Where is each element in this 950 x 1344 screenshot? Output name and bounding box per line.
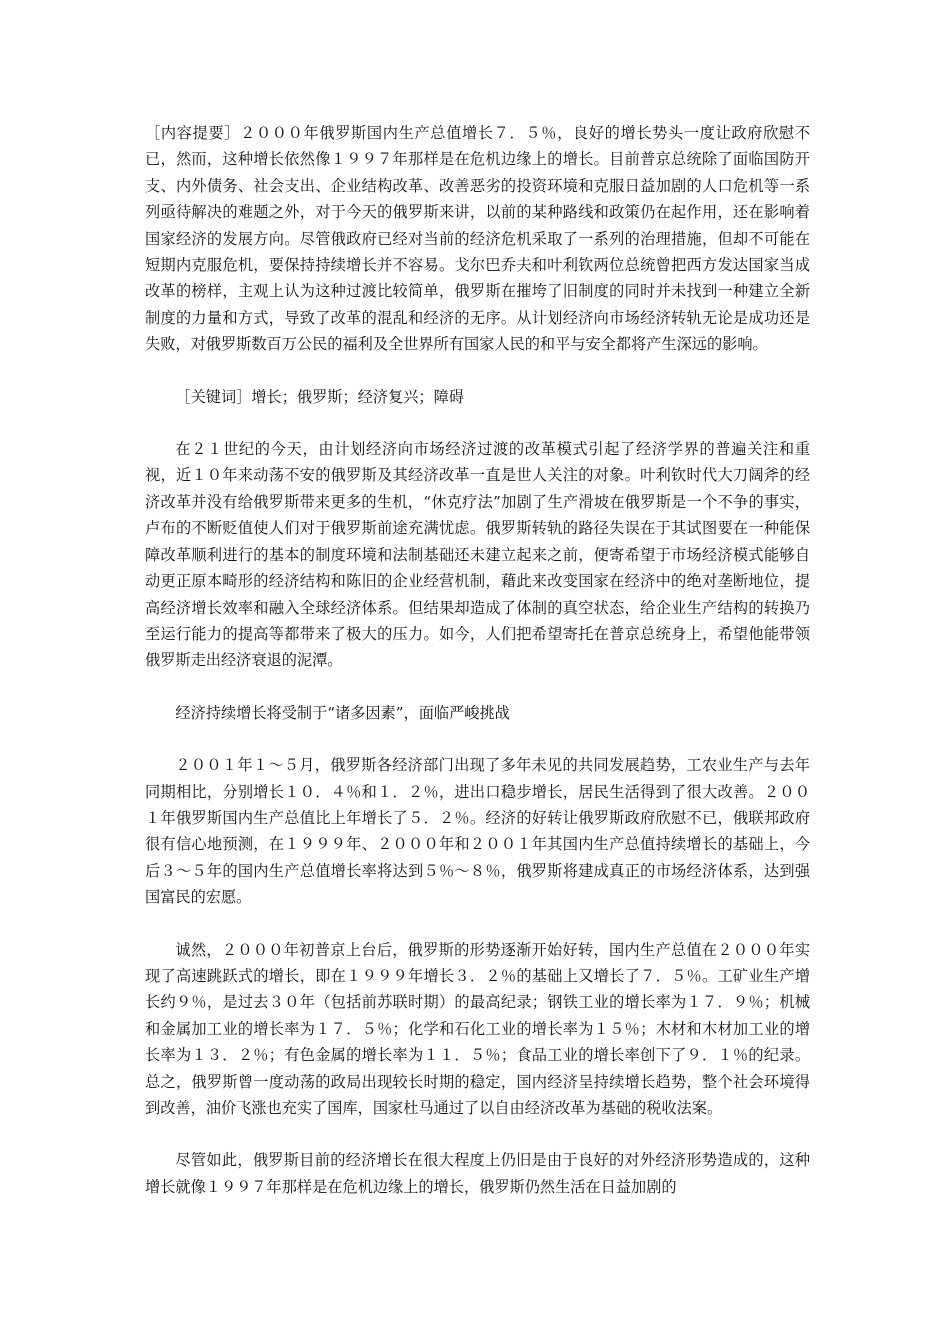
section-heading: 经济持续增长将受制于“诸多因素”，面临严峻挑战 xyxy=(175,703,510,722)
body-paragraph-1: 在２１世纪的今天，由计划经济向市场经济过渡的改革模式引起了经济学界的普遍关注和重视，近１０年来动荡不安的俄罗斯及其经济改革一直是世人关注的对象。叶利钦时代大刀阔斧的经济改革并没有给俄罗斯带来更多的生机，“休克疗法”加剧了生产滑坡在俄罗斯是一个不争的事实，卢布的不断贬值使人们对于俄罗斯前途充满忧虑。俄罗斯转轨的路径失误在于其试图要在一种能保障改革顺利进行的基本的制度环境和法制基础还未建立起来之前，便寄希望于市场经济模式能够自动更正原本畸形的经济结构和陈旧的企业经营机制，藉此来改变国家在经济中的绝对垄断地位，提高经济增长效率和融入全球经济体系。但结果却造成了体制的真空状态，给企业生产结构的转换乃至运行能力的提高等都带来了极大的压力。如今，人们把希望寄托在普京总统身上，希望他能带领俄罗斯走出经济衰退的泥潭。 xyxy=(145,440,810,670)
document-page xyxy=(145,120,810,1226)
body-paragraph-4: 尽管如此，俄罗斯目前的经济增长在很大程度上仍旧是由于良好的对外经济形势造成的，这种增长就像１９９７年那样是在危机边缘上的增长，俄罗斯仍然生活在日益加剧的 xyxy=(145,1151,810,1196)
body-paragraph-3: 诚然，２０００年初普京上台后，俄罗斯的形势逐渐开始好转，国内生产总值在２０００年实现了高速跳跃式的增长，即在１９９９年增长３．２％的基础上又增长了７．５％。工矿业生产增长约９％，是过去３０年（包括前苏联时期）的最高纪录；钢铁工业的增长率为１７．９％；机械和金属加工业的增长率为１７．５％；化学和石化工业的增长率为１５％；木材和木材加工业的增长率为１３．２％；有色金属的增长率为１１．５％；食品工业的增长率创下了９．１％的纪录。总之，俄罗斯曾一度动荡的政局出现较长时期的稳定，国内经济呈持续增长趋势，整个社会环境得到改善，油价飞涨也充实了国库，国家杜马通过了以自由经济改革为基础的税收法案。 xyxy=(145,940,810,1117)
body-paragraph-2: ２００１年１～５月，俄罗斯各经济部门出现了多年未见的共同发展趋势，工农业生产与去年同期相比，分别增长１０．４％和１．２％，进出口稳步增长，居民生活得到了很大改善。２００１年俄罗斯国内生产总值比上年增长了５．２％。经济的好转让俄罗斯政府欣慰不已，俄联邦政府很有信心地预测，在１９９９年、２０００年和２００１年其国内生产总值持续增长的基础上，今后３～５年的国内生产总值增长率将达到５％～８％，俄罗斯将建成真正的市场经济体系，达到强国富民的宏愿。 xyxy=(145,756,810,907)
keywords-paragraph: ［关键词］增长；俄罗斯；经济复兴；障碍 xyxy=(175,387,464,406)
abstract-paragraph: ［内容提要］２０００年俄罗斯国内生产总值增长７．５％，良好的增长势头一度让政府欣慰不已，然而，这种增长依然像１９９７年那样是在危机边缘上的增长。目前普京总统除了面临国防开支、内外债务、社会支出、企业结构改革、改善恶劣的投资环境和克服日益加剧的人口危机等一系列亟待解决的难题之外，对于今天的俄罗斯来讲，以前的某种路线和政策仍在起作用，还在影响着国家经济的发展方向。尽管俄政府已经对当前的经济危机采取了一系列的治理措施，但却不可能在短期内克服危机，要保持持续增长并不容易。戈尔巴乔夫和叶利钦两位总统曾把西方发达国家当成改革的榜样，主观上认为这种过渡比较简单，俄罗斯在摧垮了旧制度的同时并未找到一种建立全新制度的力量和方式，导致了改革的混乱和经济的无序。从计划经济向市场经济转轨无论是成功还是失败，对俄罗斯数百万公民的福利及全世界所有国家人民的和平与安全都将产生深远的影响。 xyxy=(145,124,810,354)
